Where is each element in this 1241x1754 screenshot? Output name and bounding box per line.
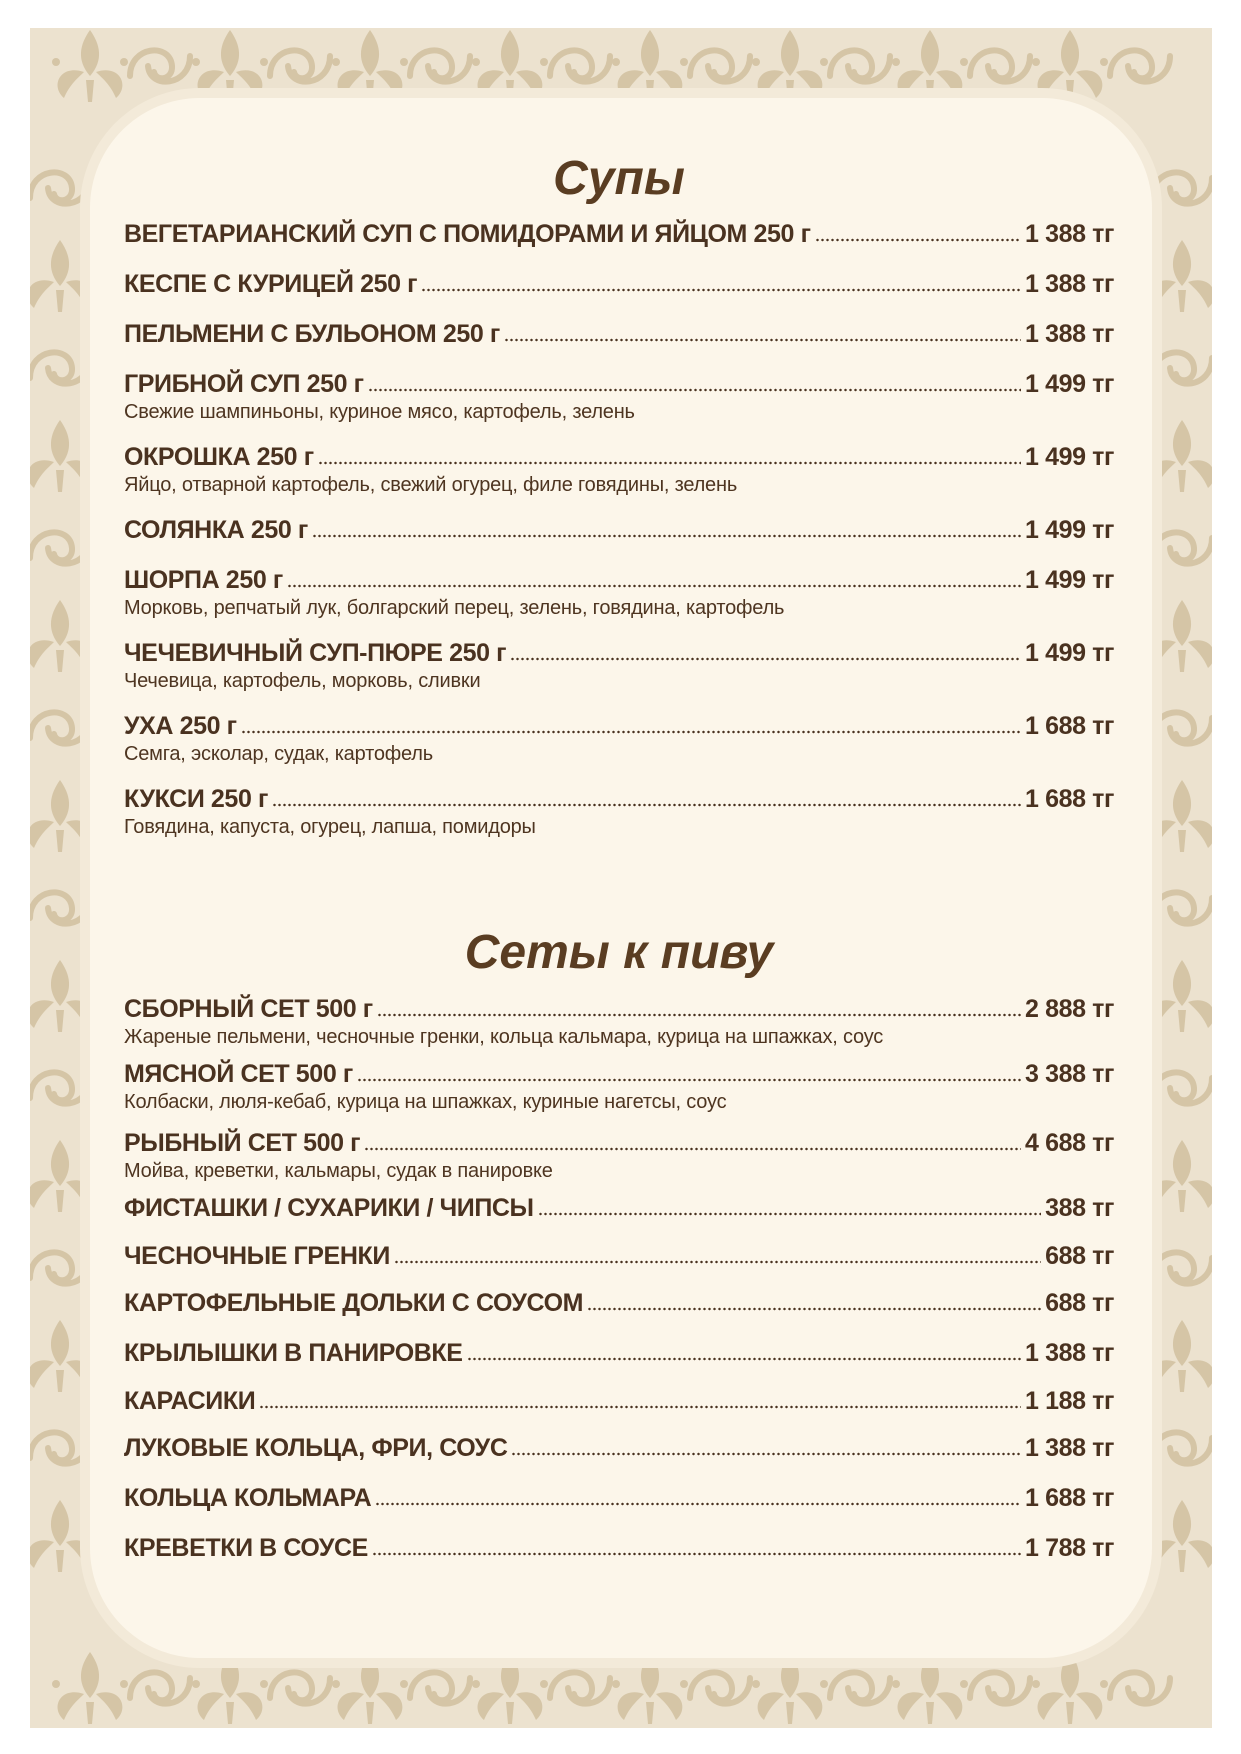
- menu-item: [124, 1129, 1114, 1183]
- dot-leader: [241, 729, 1021, 735]
- item-name: КАРТОФЕЛЬНЫЕ ДОЛЬКИ С СОУСОМ: [124, 1289, 584, 1317]
- item-name: УХА 250 г: [124, 712, 237, 740]
- item-description: Мойва, креветки, кальмары, судак в панировке: [124, 1160, 553, 1182]
- item-description: Семга, эсколар, судак, картофель: [124, 743, 433, 765]
- item-description: Чечевица, картофель, морковь, сливки: [124, 670, 481, 692]
- dot-leader: [377, 1012, 1021, 1018]
- menu-item: [124, 1534, 1114, 1564]
- menu-item: [124, 1242, 1114, 1272]
- menu-item: [124, 1484, 1114, 1514]
- item-price: 1 499 тг: [1025, 516, 1114, 544]
- dot-leader: [287, 583, 1021, 589]
- menu-item: [124, 516, 1114, 546]
- item-description: Говядина, капуста, огурец, лапша, помидоры: [124, 816, 536, 838]
- item-price: 1 688 тг: [1025, 712, 1114, 740]
- item-name: КОЛЬЦА КОЛЬМАРА: [124, 1484, 372, 1512]
- item-price: 1 499 тг: [1025, 639, 1114, 667]
- item-price: 1 499 тг: [1025, 443, 1114, 471]
- dot-leader: [467, 1356, 1021, 1362]
- dot-leader: [372, 1551, 1021, 1557]
- dot-leader: [318, 460, 1021, 466]
- menu-page: [30, 28, 1212, 1728]
- item-name: ЧЕЧЕВИЧНЫЙ СУП-ПЮРЕ 250 г: [124, 639, 507, 667]
- menu-item: [124, 1194, 1114, 1224]
- item-price: 1 188 тг: [1025, 1387, 1114, 1415]
- menu-item: [124, 639, 1114, 693]
- item-name: КРЫЛЫШКИ В ПАНИРОВКЕ: [124, 1339, 463, 1367]
- item-price: 388 тг: [1045, 1194, 1114, 1222]
- dot-leader: [364, 1146, 1021, 1152]
- item-name: КРЕВЕТКИ В СОУСЕ: [124, 1534, 368, 1562]
- item-description: Яйцо, отварной картофель, свежий огурец, филе говядины, зелень: [124, 474, 738, 496]
- item-price: 1 388 тг: [1025, 220, 1114, 248]
- item-name: КЕСПЕ С КУРИЦЕЙ 250 г: [124, 270, 418, 298]
- item-price: 1 688 тг: [1025, 1484, 1114, 1512]
- dot-leader: [272, 802, 1021, 808]
- dot-leader: [510, 656, 1021, 662]
- item-name: КАРАСИКИ: [124, 1387, 256, 1415]
- item-price: 1 688 тг: [1025, 785, 1114, 813]
- dot-leader: [368, 387, 1021, 393]
- menu-item: [124, 220, 1114, 250]
- menu-item: [124, 785, 1114, 839]
- menu-item: [124, 1434, 1114, 1464]
- item-name: РЫБНЫЙ СЕТ 500 г: [124, 1129, 361, 1157]
- dot-leader: [587, 1306, 1041, 1312]
- menu-item: [124, 1387, 1114, 1417]
- item-description: Жареные пельмени, чесночные гренки, кольца кальмара, курица на шпажках, соус: [124, 1026, 884, 1048]
- item-price: 1 499 тг: [1025, 566, 1114, 594]
- menu-item: [124, 995, 1114, 1049]
- item-price: 4 688 тг: [1025, 1129, 1114, 1157]
- item-name: ЛУКОВЫЕ КОЛЬЦА, ФРИ, СОУС: [124, 1434, 508, 1462]
- dot-leader: [259, 1404, 1021, 1410]
- item-name: ФИСТАШКИ / СУХАРИКИ / ЧИПСЫ: [124, 1194, 534, 1222]
- item-description: Колбаски, люля-кебаб, курица на шпажках, куриные нагетсы, соус: [124, 1091, 727, 1113]
- item-price: 688 тг: [1045, 1242, 1114, 1270]
- item-name: ВЕГЕТАРИАНСКИЙ СУП С ПОМИДОРАМИ И ЯЙЦОМ 250 г: [124, 220, 811, 248]
- menu-item: [124, 566, 1114, 620]
- item-description: Свежие шампиньоны, куриное мясо, картофель, зелень: [124, 401, 635, 423]
- dot-leader: [357, 1077, 1021, 1083]
- dot-leader: [815, 237, 1021, 243]
- dot-leader: [421, 287, 1021, 293]
- item-price: 2 888 тг: [1025, 995, 1114, 1023]
- item-price: 1 388 тг: [1025, 320, 1114, 348]
- item-price: 1 499 тг: [1025, 370, 1114, 398]
- item-name: КУКСИ 250 г: [124, 785, 269, 813]
- item-description: Морковь, репчатый лук, болгарский перец, зелень, говядина, картофель: [124, 597, 785, 619]
- menu-item: [124, 1289, 1114, 1319]
- item-price: 3 388 тг: [1025, 1060, 1114, 1088]
- dot-leader: [538, 1211, 1041, 1217]
- menu-item: [124, 712, 1114, 766]
- item-name: ПЕЛЬМЕНИ С БУЛЬОНОМ 250 г: [124, 320, 500, 348]
- item-price: 1 388 тг: [1025, 1434, 1114, 1462]
- item-price: 688 тг: [1045, 1289, 1114, 1317]
- item-name: ШОРПА 250 г: [124, 566, 283, 594]
- dot-leader: [375, 1501, 1021, 1507]
- section-title-soups: Супы: [553, 152, 685, 205]
- menu-item: [124, 1339, 1114, 1369]
- menu-item: [124, 270, 1114, 300]
- dot-leader: [312, 533, 1021, 539]
- dot-leader: [394, 1259, 1041, 1265]
- menu-item: [124, 443, 1114, 497]
- item-name: СОЛЯНКА 250 г: [124, 516, 308, 544]
- item-price: 1 788 тг: [1025, 1534, 1114, 1562]
- section-title-beer-sets: Сеты к пиву: [464, 926, 774, 979]
- item-name: МЯСНОЙ СЕТ 500 г: [124, 1060, 353, 1088]
- dot-leader: [504, 337, 1021, 343]
- item-name: ЧЕСНОЧНЫЕ ГРЕНКИ: [124, 1242, 390, 1270]
- menu-item: [124, 320, 1114, 350]
- item-name: СБОРНЫЙ СЕТ 500 г: [124, 995, 373, 1023]
- item-name: ОКРОШКА 250 г: [124, 443, 314, 471]
- menu-item: [124, 1060, 1114, 1114]
- menu-item: [124, 370, 1114, 424]
- item-price: 1 388 тг: [1025, 1339, 1114, 1367]
- item-name: ГРИБНОЙ СУП 250 г: [124, 370, 364, 398]
- item-price: 1 388 тг: [1025, 270, 1114, 298]
- dot-leader: [511, 1451, 1021, 1457]
